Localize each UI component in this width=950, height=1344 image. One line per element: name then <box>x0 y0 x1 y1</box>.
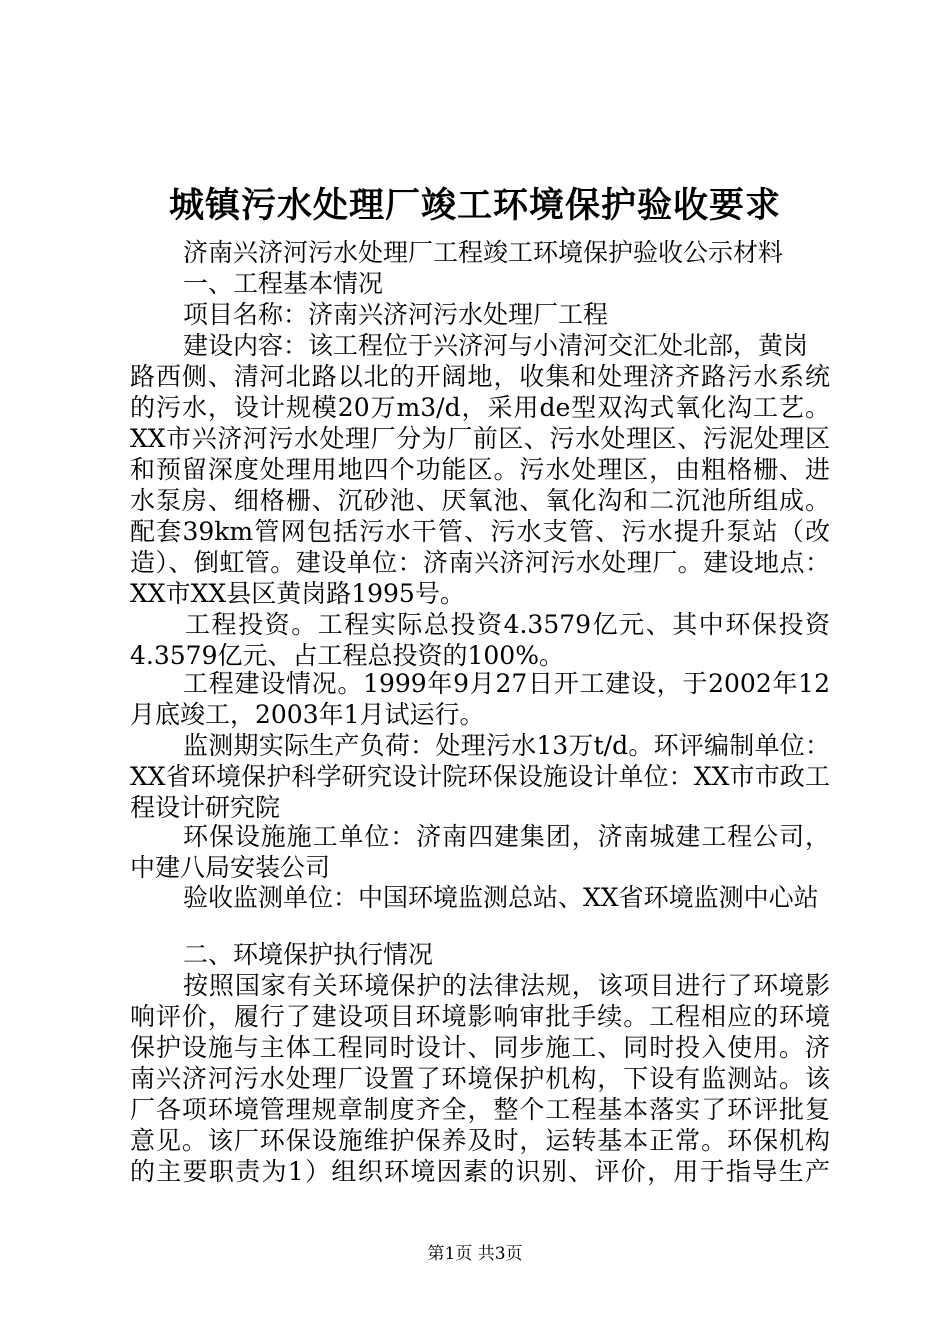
page-footer: 第1页 共3页 <box>427 1244 523 1264</box>
text-line: 和预留深度处理用地四个功能区。污水处理区，由粗格栅、进 <box>130 455 830 484</box>
text-line: 保护设施与主体工程同时设计、同步施工、同时投入使用。济 <box>130 1033 830 1062</box>
text-line: 造）、倒虹管。建设单位：济南兴济河污水处理厂。建设地点： <box>130 548 830 577</box>
text-line: 月底竣工，2003年1月试运行。 <box>130 700 485 729</box>
text-line: 验收监测单位：中国环境监测总站、XX省环境监测中心站 <box>183 883 819 912</box>
text-line: 建设内容：该工程位于兴济河与小清河交汇处北部，黄岗 <box>183 331 809 360</box>
text-line: XX市XX县区黄岗路1995号。 <box>130 579 465 608</box>
text-line: 项目名称：济南兴济河污水处理厂工程 <box>183 300 609 329</box>
text-line: 中建八局安装公司 <box>130 853 331 882</box>
text-line: 意见。该厂环保设施维护保养及时，运转基本正常。环保机构 <box>130 1126 830 1155</box>
text-line: XX省环境保护科学研究设计院环保设施设计单位：XX市市政工 <box>130 762 830 791</box>
text-line: 监测期实际生产负荷：处理污水13万t/d。环评编制单位： <box>183 731 830 760</box>
text-line: 程设计研究院 <box>130 793 281 822</box>
text-line: 环保设施施工单位：济南四建集团，济南城建工程公司， <box>183 822 830 851</box>
text-line: XX市兴济河污水处理厂分为厂前区、污水处理区、污泥处理区 <box>130 424 830 453</box>
text-line: 工程投资。工程实际总投资4.3579亿元、其中环保投资 <box>185 610 830 639</box>
text-line: 南兴济河污水处理厂设置了环境保护机构，下设有监测站。该 <box>130 1064 830 1093</box>
text-line: 路西侧、清河北路以北的开阔地，收集和处理济齐路污水系统 <box>130 362 830 391</box>
section-heading-1: 一、工程基本情况 <box>183 269 384 298</box>
text-line: 的主要职责为1）组织环境因素的识别、评价，用于指导生产 <box>130 1157 830 1186</box>
text-line: 4.3579亿元、占工程总投资的100%。 <box>130 641 564 670</box>
section-heading-2: 二、环境保护执行情况 <box>183 940 434 969</box>
text-line: 按照国家有关环境保护的法律法规，该项目进行了环境影 <box>183 971 830 1000</box>
text-line: 响评价，履行了建设项目环境影响审批手续。工程相应的环境 <box>130 1002 830 1031</box>
document-title: 城镇污水处理厂竣工环境保护验收要求 <box>168 185 781 226</box>
subtitle-line: 济南兴济河污水处理厂工程竣工环境保护验收公示材料 <box>183 238 784 267</box>
text-line: 工程建设情况。1999年9月27日开工建设，于2002年12 <box>183 669 830 698</box>
text-line: 水泵房、细格栅、沉砂池、厌氧池、氧化沟和二沉池所组成。 <box>130 486 830 515</box>
text-line: 配套39km管网包括污水干管、污水支管、污水提升泵站（改 <box>130 517 830 546</box>
text-line: 的污水，设计规模20万m3/d，采用de型双沟式氧化沟工艺。 <box>130 393 830 422</box>
text-line: 厂各项环境管理规章制度齐全，整个工程基本落实了环评批复 <box>130 1095 830 1124</box>
